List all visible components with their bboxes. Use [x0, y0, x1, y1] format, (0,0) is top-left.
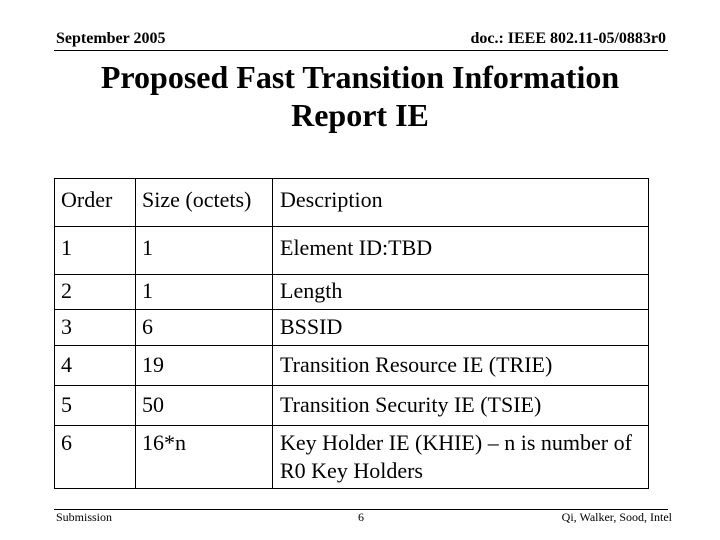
cell-order: 1 [55, 227, 136, 275]
cell-description: Transition Security IE (TSIE) [273, 386, 649, 426]
header-doc-id: doc.: IEEE 802.11-05/0883r0 [470, 30, 666, 47]
slide-title-line-2: Report IE [291, 97, 429, 133]
table-row [55, 310, 649, 346]
cell-description: Transition Resource IE (TRIE) [273, 346, 649, 386]
table-row [55, 346, 649, 386]
header-cell-description: Description [273, 179, 649, 227]
cell-size: 19 [136, 346, 273, 386]
footer-page-number: 6 [358, 510, 364, 524]
ie-format-table [54, 178, 649, 489]
cell-order: 3 [55, 310, 136, 346]
cell-description: BSSID [273, 310, 649, 346]
footer-authors: Qi, Walker, Sood, Intel [561, 510, 672, 524]
cell-size: 50 [136, 386, 273, 426]
table-header-row [55, 179, 649, 227]
table-row [55, 386, 649, 426]
footer-submission: Submission [56, 510, 113, 524]
cell-order: 2 [55, 275, 136, 310]
cell-description: Key Holder IE (KHIE) – n is number of R0 Key Holders [273, 426, 649, 489]
cell-size: 6 [136, 310, 273, 346]
header-cell-order: Order [55, 179, 136, 227]
table-row [55, 227, 649, 275]
cell-size: 1 [136, 275, 273, 310]
cell-order: 5 [55, 386, 136, 426]
table-row [55, 426, 649, 489]
cell-order: 6 [55, 426, 136, 489]
cell-description: Element ID:TBD [273, 227, 649, 275]
cell-size: 16*n [136, 426, 273, 489]
cell-size: 1 [136, 227, 273, 275]
header-date: September 2005 [56, 30, 166, 47]
table-row [55, 275, 649, 310]
slide-title-line-1: Proposed Fast Transition Information [100, 59, 620, 95]
cell-description: Length [273, 275, 649, 310]
header-cell-size: Size (octets) [136, 179, 273, 227]
slide-title [40, 58, 680, 134]
header-divider [54, 50, 668, 51]
cell-order: 4 [55, 346, 136, 386]
